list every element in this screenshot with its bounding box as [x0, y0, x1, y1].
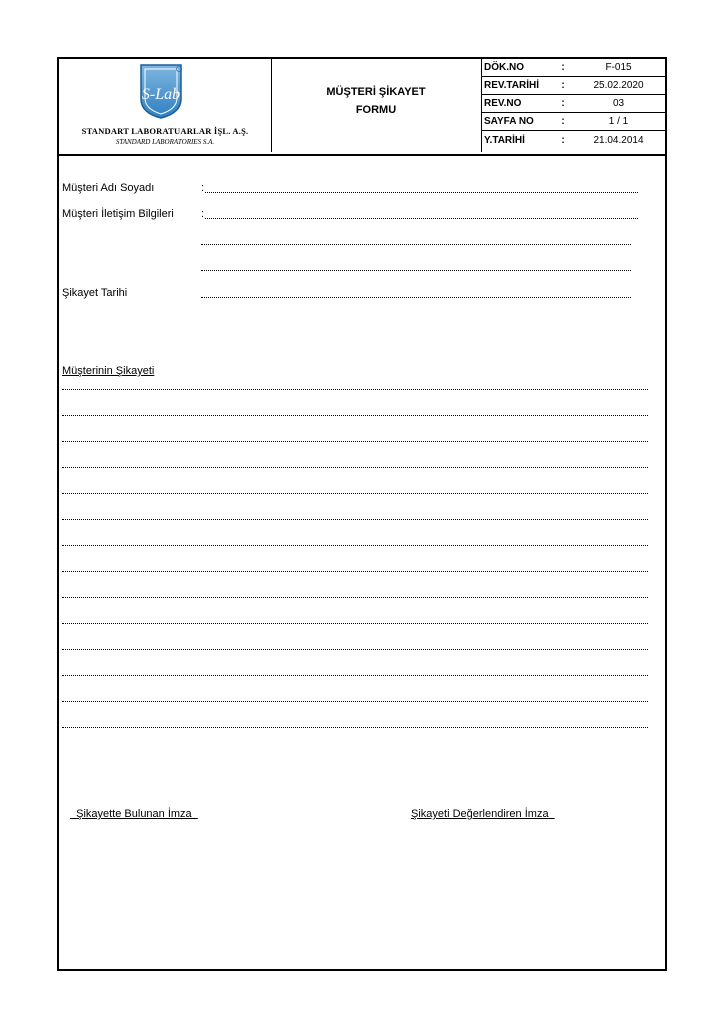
- customer-contact-row-3: [62, 260, 662, 274]
- colon: :: [201, 182, 205, 194]
- form-page: [57, 57, 667, 971]
- customer-name-label: Müşteri Adı Soyadı: [62, 182, 155, 194]
- complaint-line[interactable]: [62, 441, 648, 442]
- company-name: STANDART LABORATUARLAR İŞL. A.Ş.: [81, 126, 249, 136]
- customer-name-row: [62, 182, 662, 196]
- customer-contact-field-1[interactable]: [205, 218, 638, 219]
- form-header: [59, 59, 665, 156]
- meta-value: 21.04.2014: [593, 134, 644, 146]
- customer-name-field[interactable]: [205, 192, 638, 193]
- meta-row: [482, 131, 665, 150]
- meta-row: [482, 77, 665, 95]
- customer-contact-row: [62, 208, 662, 222]
- meta-value: 03: [572, 95, 665, 113]
- s-lab-logo: [137, 63, 185, 119]
- complaint-date-row: [62, 287, 662, 301]
- complaint-line[interactable]: [62, 597, 648, 598]
- meta-value: 25.02.2020: [572, 77, 665, 95]
- meta-key: DÖK.NO: [482, 59, 554, 77]
- complaint-line[interactable]: [62, 415, 648, 416]
- meta-key: REV.NO: [482, 95, 554, 113]
- title-cell: [271, 59, 482, 152]
- meta-sep: :: [554, 95, 572, 113]
- meta-row: [482, 113, 665, 131]
- document-meta-table: [482, 59, 665, 149]
- meta-value: F-015: [572, 59, 665, 77]
- meta-sep: :: [561, 134, 565, 146]
- complaint-date-field[interactable]: [201, 297, 631, 298]
- complaint-line[interactable]: [62, 675, 648, 676]
- complaint-line[interactable]: [62, 701, 648, 702]
- meta-key: Y.TARİHİ: [484, 134, 525, 146]
- complaint-section-title: Müşterinin Şikayeti: [62, 365, 155, 377]
- meta-sep: :: [554, 77, 572, 95]
- complaint-line[interactable]: [62, 493, 648, 494]
- complaint-line[interactable]: [62, 545, 648, 546]
- meta-value: 1 / 1: [572, 113, 665, 131]
- form-title-line1: MÜŞTERİ ŞİKAYET: [326, 86, 426, 98]
- meta-row: [482, 59, 665, 77]
- complaint-date-label: Şikayet Tarihi: [62, 287, 128, 299]
- meta-sep: :: [554, 113, 572, 131]
- complaint-line[interactable]: [62, 389, 648, 390]
- customer-contact-field-3[interactable]: [201, 270, 631, 271]
- meta-key: SAYFA NO: [482, 113, 554, 131]
- complaint-line[interactable]: [62, 649, 648, 650]
- form-title: [271, 83, 481, 119]
- customer-contact-row-2: [62, 234, 662, 248]
- colon: :: [201, 208, 205, 220]
- complaint-line[interactable]: [62, 467, 648, 468]
- customer-contact-field-2[interactable]: [201, 244, 631, 245]
- evaluator-signature-label: Şikayeti Değerlendiren İmza: [411, 808, 555, 820]
- logo-cell: [59, 59, 272, 152]
- logo-text: S-Lab: [141, 86, 181, 103]
- customer-contact-label: Müşteri İletişim Bilgileri: [62, 208, 174, 220]
- meta-row: [482, 95, 665, 113]
- complaint-line[interactable]: [62, 623, 648, 624]
- complainant-signature-label: Şikayette Bulunan İmza: [70, 808, 198, 820]
- form-title-line2: FORMU: [355, 104, 397, 116]
- complaint-line[interactable]: [62, 727, 648, 728]
- complaint-line[interactable]: [62, 519, 648, 520]
- meta-sep: :: [554, 59, 572, 77]
- complaint-line[interactable]: [62, 571, 648, 572]
- meta-key: REV.TARİHİ: [482, 77, 554, 95]
- company-name-en: STANDARD LABORATORIES S.A.: [115, 138, 215, 146]
